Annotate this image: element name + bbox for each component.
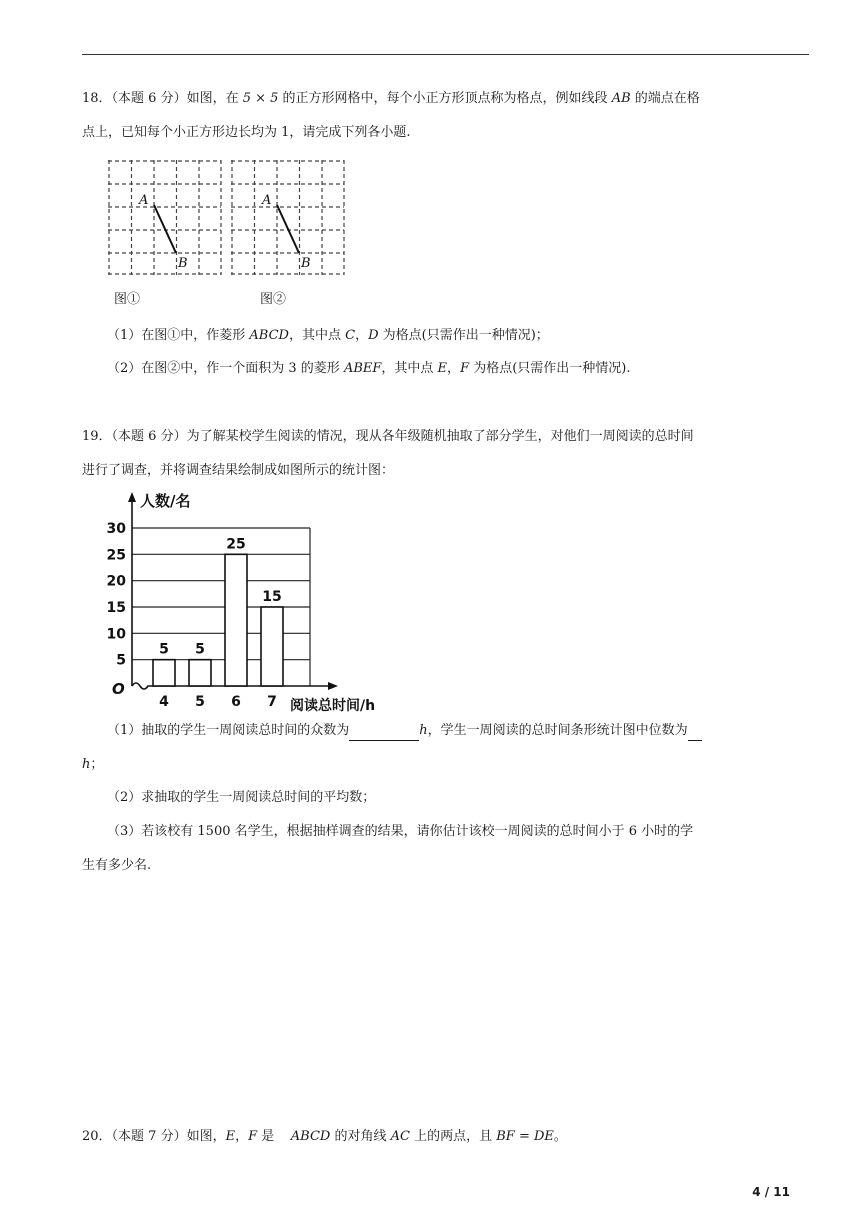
origin-label: O	[112, 680, 125, 698]
page-number: 4 / 11	[752, 1185, 790, 1199]
x-axis-label: 阅读总时间/h	[290, 698, 376, 714]
answer-blank-mode[interactable]	[349, 724, 419, 741]
bar	[225, 554, 247, 686]
grid-figure-2	[231, 160, 346, 276]
q19-sub-3: （3）若该校有 1500 名学生，根据抽样调查的结果，请你估计该校一周阅读的总时间小于 6 小时的学	[107, 824, 694, 839]
bar-value-label: 15	[262, 589, 282, 605]
y-axis-arrow	[128, 492, 136, 502]
q19-sub-1-cont: h；	[82, 757, 104, 772]
point-b-label: B	[301, 256, 311, 271]
bar	[261, 607, 283, 686]
bar-value-label: 25	[226, 536, 246, 553]
point-b-label: B	[178, 256, 188, 271]
bar	[153, 660, 175, 686]
x-axis-arrow	[328, 682, 338, 690]
segment-ab	[277, 205, 299, 253]
q18-sub-2: （2）在图②中，作一个面积为 3 的菱形 ABEF，其中点 E，F 为格点(只需作出一种情况).	[107, 361, 631, 376]
y-tick-label: 5	[116, 652, 126, 669]
q19-line-2: 进行了调查，并将调查结果绘制成如图所示的统计图：	[82, 463, 395, 478]
figure-1-caption: 图①	[114, 292, 141, 307]
point-a-label: A	[139, 193, 149, 208]
q18-line-1: 18．（本题 6 分）如图，在 5 × 5 的正方形网格中，每个小正方形顶点称为格点，例如线段 AB 的端点在格	[82, 91, 700, 106]
y-axis-label: 人数/名	[140, 492, 191, 510]
grid-figure-1	[108, 160, 223, 276]
x-tick-label: 7	[267, 694, 277, 710]
y-tick-label: 25	[106, 547, 126, 564]
x-tick-label: 6	[231, 694, 241, 710]
q19-sub-1: （1）抽取的学生一周阅读总时间的众数为 h，学生一周阅读的总时间条形统计图中位数为	[107, 721, 702, 741]
q20-line-1: 20．（本题 7 分）如图，E，F 是 ABCD 的对角线 AC 上的两点，且 BF = DE。	[82, 1129, 567, 1144]
q19-sub-3-cont: 生有多少名.	[82, 858, 152, 873]
bar	[189, 660, 211, 686]
q18-sub-1: （1）在图①中，作菱形 ABCD，其中点 C，D 为格点(只需作出一种情况)；	[107, 328, 549, 343]
point-a-label: A	[262, 193, 272, 208]
q19-line-1: 19．（本题 6 分）为了解某校学生阅读的情况，现从各年级随机抽取了部分学生，对他们一周阅读的总时间	[82, 429, 694, 444]
x-tick-label: 4	[159, 694, 169, 710]
y-tick-label: 30	[106, 521, 126, 537]
q19-sub-2: （2）求抽取的学生一周阅读总时间的平均数；	[107, 790, 376, 805]
header-rule	[82, 54, 809, 55]
x-tick-label: 5	[195, 694, 205, 710]
y-tick-label: 20	[106, 573, 126, 590]
bar-value-label: 5	[195, 641, 205, 658]
reading-time-bar-chart	[100, 488, 400, 714]
answer-blank-median[interactable]	[688, 724, 702, 741]
figure-2-caption: 图②	[260, 292, 287, 307]
q18-line-2: 点上，已知每个小正方形边长均为 1，请完成下列各小题.	[82, 125, 411, 140]
bar-value-label: 5	[159, 641, 169, 658]
y-tick-label: 15	[106, 600, 126, 616]
segment-ab	[154, 205, 176, 253]
y-tick-label: 10	[106, 626, 126, 643]
